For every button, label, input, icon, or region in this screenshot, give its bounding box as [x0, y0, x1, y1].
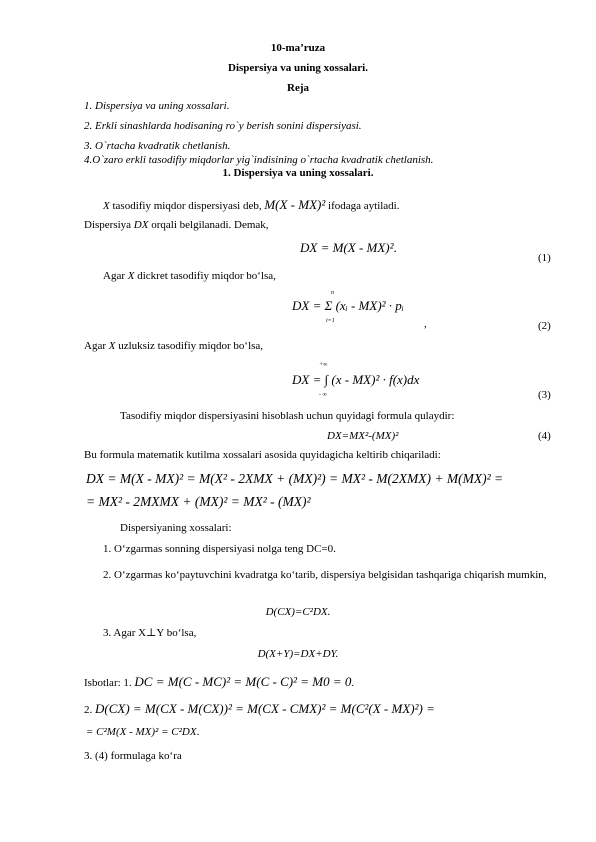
equation-2: DX = Σ (xᵢ - MX)² · pᵢ [292, 298, 404, 313]
proof-2-line-2 [86, 726, 199, 739]
equation-4-number: (4) [538, 430, 551, 442]
discrete-line [103, 270, 276, 283]
equation-2-number: (2) [538, 320, 551, 332]
equation-2-upper-limit: n [331, 290, 334, 296]
lecture-number: 10-ma’ruza [270, 42, 326, 54]
derivation-line-1: DX = M(X - MX)² = M(X² - 2XMX + (MX)²) = MX² - M(2XMX) + M(MX)² = [86, 471, 504, 486]
equation-4: DX=MX²-(MX)² [327, 430, 399, 442]
property-3: 3. Agar X⊥Y bo‘lsa, [103, 627, 197, 639]
plan-item-3: 3. O`rtacha kvadratik chetlanish. [84, 140, 231, 152]
property-2-formula: D(CX)=C²DX. [265, 606, 331, 618]
equation-2-comma: , [424, 318, 427, 330]
formula-intro: Tasodifiy miqdor dispersiyasini hisoblash uchun quyidagi formula qulaydir: [120, 410, 455, 422]
plan-item-1: 1. Dispersiya va uning xossalari. [84, 100, 230, 112]
proof-1-line [84, 674, 354, 690]
continuous-variable: X [108, 340, 116, 352]
notation-text: Dispersiya [84, 219, 134, 231]
discrete-text: Agar [103, 270, 128, 282]
equation-3: DX = ∫ (x - MX)² · f(x)dx [292, 372, 420, 387]
plan-item-4: 4.O`zaro erkli tasodifiy miqdorlar yig`indisining o`rtacha kvadratik chetlanish. [84, 154, 434, 166]
plan-heading: Reja [287, 82, 309, 94]
definition-end: ifodaga aytiladi. [325, 200, 400, 212]
equation-3-lower-limit: - ∞ [319, 392, 327, 398]
proof-2-continuation: = C²M(X - MX)² = C²DX [86, 726, 197, 738]
definition-formula: M(X - MX)² [264, 197, 326, 212]
proof-2-label: 2. [84, 704, 95, 716]
proof-1-label: Isbotlar: 1. [84, 677, 135, 689]
derivation-line-2: = MX² - 2MXMX + (MX)² = MX² - (MX)² [86, 494, 311, 509]
notation-end: orqali belgilanadi. Demak, [148, 219, 269, 231]
equation-1-dot: . [393, 240, 397, 255]
definition-text: tasodifiy miqdor dispersiyasi deb, [109, 200, 265, 212]
equation-1-number: (1) [538, 252, 551, 264]
plan-item-2: 2. Erkli sinashlarda hodisaning ro`y berish sonini dispersiyasi. [84, 120, 362, 132]
definition-variable: X [103, 200, 110, 212]
proof-1-formula: DC = M(C - MC)² = M(C - C)² = M0 = 0 [134, 674, 352, 689]
section-title: 1. Dispersiya va uning xossalari. [222, 167, 374, 179]
equation-3-number: (3) [538, 389, 551, 401]
equation-2-lower-limit: i=1 [326, 318, 335, 324]
proof-2-formula: D(CX) = M(CX - M(CX))² = M(CX - CMX)² = M(C²(X - MX)²) = [95, 701, 435, 716]
document-title: Dispersiya va uning xossalari. [228, 62, 368, 74]
derivation-intro: Bu formula matematik kutilma xossalari asosida quyidagicha keltirib chiqariladi: [84, 449, 441, 461]
property-2: 2. O‘zgarmas ko‘paytuvchini kvadratga ko‘tarib, dispersiya belgisidan tashqariga chiqarish mumkin, [103, 569, 547, 581]
continuous-end: uzluksiz tasodifiy miqdor bo‘lsa, [115, 340, 264, 352]
notation-line [84, 219, 269, 232]
properties-title: Dispersiyaning xossalari: [120, 522, 232, 534]
notation-variable: DX [133, 219, 149, 231]
discrete-variable: X [127, 270, 135, 282]
definition-line [103, 197, 400, 213]
proof-2-line [84, 701, 435, 717]
discrete-end: dickret tasodifiy miqdor bo‘lsa, [134, 270, 276, 282]
continuous-text: Agar [84, 340, 109, 352]
property-1: 1. O‘zgarmas sonning dispersiyasi nolga teng DC=0. [103, 543, 336, 555]
equation-1 [300, 240, 397, 255]
proof-1-dot: . [351, 677, 355, 689]
proof-3-line: 3. (4) formulaga ko‘ra [84, 750, 182, 762]
equation-3-upper-limit: +∞ [319, 362, 328, 368]
continuous-line [84, 340, 263, 353]
property-3-formula: D(X+Y)=DX+DY. [257, 648, 339, 660]
equation-1-formula: DX = M(X - MX)² [300, 240, 394, 255]
proof-2-dot: . [196, 726, 200, 738]
